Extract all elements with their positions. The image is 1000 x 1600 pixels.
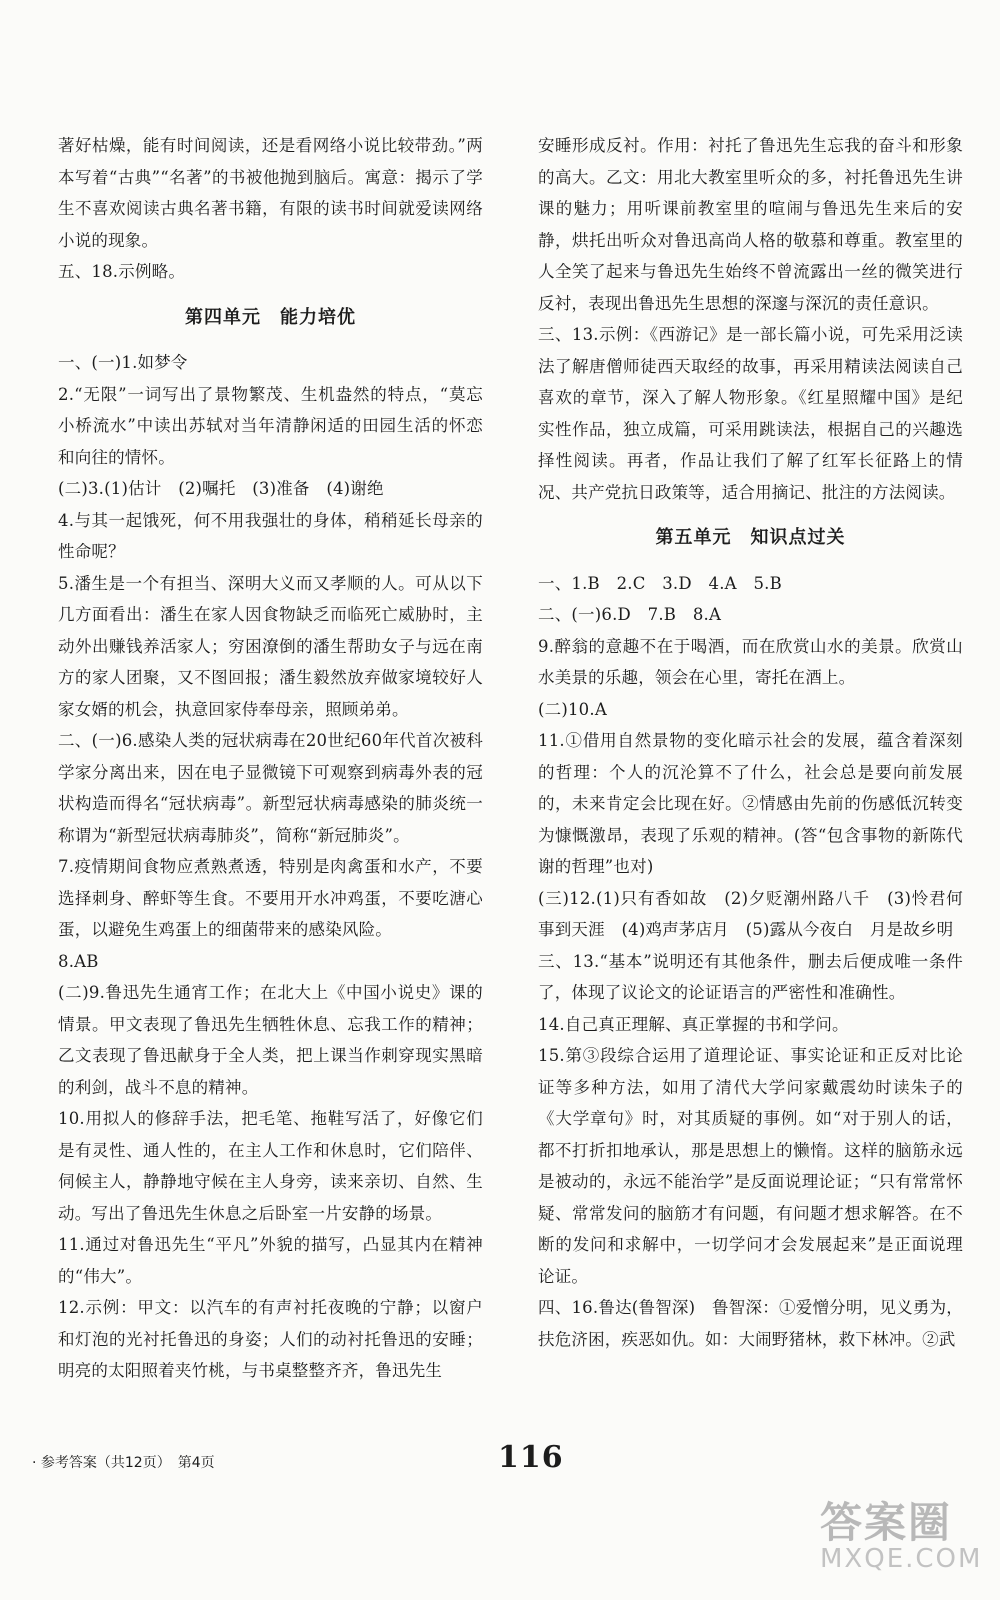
answer-paragraph: 三、13.“基本”说明还有其他条件，删去后便成唯一条件了，体现了议论文的论证语言的严密性和准确性。 [538, 951, 963, 1002]
section-heading: 第五单元 知识点过关 [655, 527, 846, 548]
watermark-url: MXQE.COM [820, 1544, 983, 1574]
answer-paragraph: 四、16.鲁达(鲁智深) 鲁智深：①爱憎分明，见义勇为，扶危济困，疾恶如仇。如：大闹野猪林，救下林冲。②武 [538, 1298, 963, 1349]
answer-paragraph: 7.疫情期间食物应煮熟煮透，特别是肉禽蛋和水产，不要选择刺身、醉虾等生食。不要用开水冲鸡蛋，不要吃溏心蛋，以避免生鸡蛋上的细菌带来的感染风险。 [58, 857, 483, 939]
answer-paragraph: 著好枯燥，能有时间阅读，还是看网络小说比较带劲。”两本写着“古典”“名著”的书被他抛到脑后。寓意：揭示了学生不喜欢阅读古典名著书籍，有限的读书时间就爱读网络小说的现象。 [58, 136, 483, 250]
page-number: 116 [498, 1440, 564, 1475]
answer-paragraph: (二)9.鲁迅先生通宵工作；在北大上《中国小说史》课的情景。甲文表现了鲁迅先生牺牲休息、忘我工作的精神；乙文表现了鲁迅献身于全人类，把上课当作刺穿现实黑暗的利剑，战斗不息的精神。 [58, 983, 483, 1097]
answer-paragraph: 10.用拟人的修辞手法，把毛笔、拖鞋写活了，好像它们是有灵性、通人性的，在主人工作和休息时，它们陪伴、伺候主人，静静地守候在主人身旁，读来亲切、自然、生动。写出了鲁迅先生休息之后卧室一片安静的场景。 [58, 1109, 483, 1223]
answer-paragraph: 一、(一)1.如梦令 [58, 353, 188, 372]
section-heading: 第四单元 能力培优 [185, 306, 356, 328]
answer-paragraph: 2.“无限”一词写出了景物繁茂、生机盎然的特点，“莫忘小桥流水”中读出苏轼对当年清静闲适的田园生活的怀恋和向往的情怀。 [58, 384, 483, 467]
answer-paragraph: 8.AB [58, 951, 99, 971]
answer-paragraph: 14.自己真正理解、真正掌握的书和学问。 [538, 1014, 849, 1034]
answer-paragraph: 4.与其一起饿死，何不用我强壮的身体，稍稍延长母亲的性命呢？ [58, 510, 483, 561]
answer-paragraph: 一、1.B 2.C 3.D 4.A 5.B [538, 573, 782, 593]
answer-paragraph: (二)10.A [538, 699, 607, 719]
right-column [538, 130, 963, 1355]
answer-paragraph: (三)12.(1)只有香如故 (2)夕贬潮州路八千 (3)怜君何事到天涯 (4)鸡声茅店月 (5)露从今夜白 月是故乡明 [538, 888, 963, 939]
answer-paragraph: 5.潘生是一个有担当、深明大义而又孝顺的人。可从以下几方面看出：潘生在家人因食物缺乏而临死亡威胁时，主动外出赚钱养活家人；穷困潦倒的潘生帮助女子与远在南方的家人团聚，又不图回报；潘生毅然放弃做家境较好人家女婿的机会，执意回家侍奉母亲，照顾弟弟。 [58, 573, 483, 719]
answer-paragraph: 11.通过对鲁迅先生“平凡”外貌的描写，凸显其内在精神的“伟大”。 [58, 1235, 483, 1286]
answer-paragraph: 五、18.示例略。 [58, 262, 186, 281]
answer-paragraph: 二、(一)6.D 7.B 8.A [538, 605, 722, 624]
answer-paragraph: 9.醉翁的意趣不在于喝酒，而在欣赏山水的美景。欣赏山水美景的乐趣，领会在心里，寄托在酒上。 [538, 636, 963, 687]
answer-paragraph: 三、13.示例：《西游记》是一部长篇小说，可先采用泛读法了解唐僧师徒西天取经的故事，再采用精读法阅读自己喜欢的章节，深入了解人物形象。《红星照耀中国》是纪实性作品，独立成篇，可采用跳读法，根据自己的兴趣选择性阅读。再者，作品让我们了解了红军长征路上的情况、共产党抗日政策等，适合用摘记、批注的方法阅读。 [538, 325, 963, 502]
watermark-text: 答案圈 [820, 1498, 953, 1547]
answer-paragraph: 15.第③段综合运用了道理论证、事实论证和正反对比论证等多种方法，如用了清代大学问家戴震幼时读朱子的《大学章句》时，对其质疑的事例。如“对于别人的话，都不打折扣地承认，那是思想上的懒惰。这样的脑筋永远是被动的，永远不能治学”是反面说理论证；“只有常常怀疑、常常发问的脑筋才有问题，有问题才想求解答。在不断的发问和求解中，一切学问才会发展起来”是正面说理论证。 [538, 1046, 963, 1286]
footer-info: · 参考答案（共12页） 第4页 [32, 1455, 215, 1471]
answer-paragraph: 安睡形成反衬。作用：衬托了鲁迅先生忘我的奋斗和形象的高大。乙文：用北大教室里听众的多，衬托鲁迅先生讲课的魅力；用听课前教室里的喧闹与鲁迅先生来后的安静，烘托出听众对鲁迅高尚人格的敬慕和尊重。教室里的人全笑了起来与鲁迅先生始终不曾流露出一丝的微笑进行反衬，表现出鲁迅先生思想的深邃与深沉的责任意识。 [538, 136, 963, 313]
answer-paragraph: 12.示例：甲文：以汽车的有声衬托夜晚的宁静；以窗户和灯泡的光衬托鲁迅的身姿；人们的动衬托鲁迅的安睡；明亮的太阳照着夹竹桃，与书桌整整齐齐，鲁迅先生 [58, 1298, 483, 1380]
watermark-logo [820, 1490, 983, 1590]
left-column [58, 130, 483, 1387]
answer-paragraph: (二)3.(1)估计 (2)嘱托 (3)准备 (4)谢绝 [58, 479, 384, 498]
answer-paragraph: 11.①借用自然景物的变化暗示社会的发展，蕴含着深刻的哲理：个人的沉沦算不了什么，社会总是要向前发展的，未来肯定会比现在好。②情感由先前的伤感低沉转变为慷慨激昂，表现了乐观的精神。(答“包含事物的新陈代谢的哲理”也对) [538, 731, 963, 876]
answer-paragraph: 二、(一)6.感染人类的冠状病毒在20世纪60年代首次被科学家分离出来，因在电子显微镜下可观察到病毒外表的冠状构造而得名“冠状病毒”。新型冠状病毒感染的肺炎统一称谓为“新型冠状病毒肺炎”，简称“新冠肺炎”。 [58, 731, 483, 845]
